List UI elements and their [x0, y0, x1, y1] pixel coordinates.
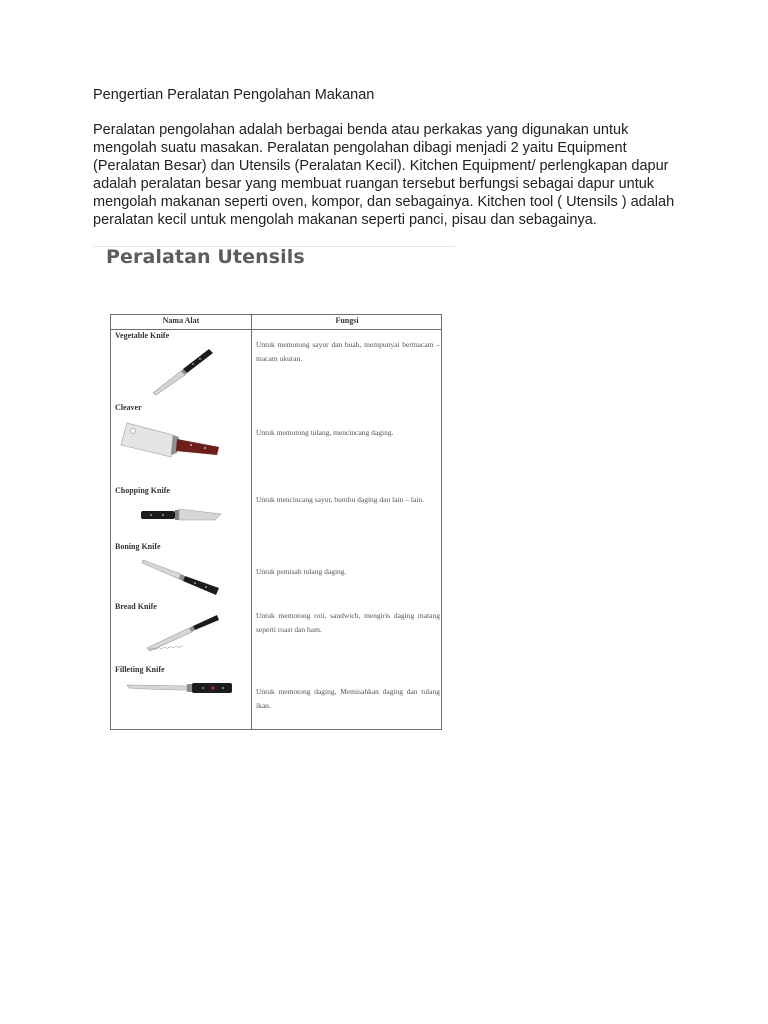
tool-function: Untuk memotong sayur dan buah, mempunyai bermacam – macam ukuran. — [256, 340, 440, 363]
boning-knife-icon — [139, 554, 223, 598]
paragraph-line: peralatan kecil untuk mengolah makanan seperti panci, pisau dan sebagainya. — [93, 212, 597, 228]
tool-name: Bread Knife — [115, 602, 157, 611]
tool-function: Untuk mencincang sayur, bumbu daging dan lain – lain. — [256, 495, 424, 504]
tool-name: Cleaver — [115, 403, 142, 412]
column-header-function: Fungsi — [335, 316, 359, 325]
utensils-figure — [93, 240, 458, 736]
figure-heading: Peralatan Utensils — [106, 246, 305, 268]
tool-name: Vegetable Knife — [115, 331, 170, 340]
bread-knife-icon — [145, 612, 221, 652]
tool-name: Chopping Knife — [115, 486, 170, 495]
filleting-knife-icon — [125, 677, 237, 699]
vegetable-knife-icon — [147, 345, 217, 397]
tool-function: Untuk pemisah tulang daging. — [256, 567, 347, 576]
column-header-name: Nama Alat — [162, 316, 200, 325]
chopping-knife-icon — [139, 506, 223, 524]
tool-function: Untuk memotong tulang, mencincang daging. — [256, 428, 394, 437]
document-title: Pengertian Peralatan Pengolahan Makanan — [93, 87, 375, 103]
intro-paragraph — [93, 121, 683, 229]
tool-name: Filleting Knife — [115, 665, 165, 674]
paragraph-line: mengolah makanan seperti oven, kompor, dan sebagainya. Kitchen tool ( Utensils ) adalah — [93, 194, 675, 210]
paragraph-line: adalah peralatan besar yang membuat ruangan tersebut berfungsi sebagai dapur untuk — [93, 176, 655, 192]
utensils-table — [110, 314, 442, 730]
paragraph-line: mengolah suatu masakan. Peralatan pengolahan dibagi menjadi 2 yaitu Equipment — [93, 140, 627, 156]
tool-function: Untuk memotong roti, sandwich, mengiris daging matang seperti roast dan ham. — [256, 611, 440, 634]
cleaver-icon — [119, 417, 223, 463]
table-column-divider — [251, 315, 252, 729]
tool-function: Untuk memotong daging, Memisahkan daging dan tulang ikan. — [256, 687, 440, 710]
table-header-divider — [111, 329, 441, 330]
paragraph-line: (Peralatan Besar) dan Utensils (Peralatan Kecil). Kitchen Equipment/ perlengkapan dapur — [93, 158, 669, 174]
paragraph-line: Peralatan pengolahan adalah berbagai benda atau perkakas yang digunakan untuk — [93, 122, 629, 138]
tool-name: Boning Knife — [115, 542, 161, 551]
